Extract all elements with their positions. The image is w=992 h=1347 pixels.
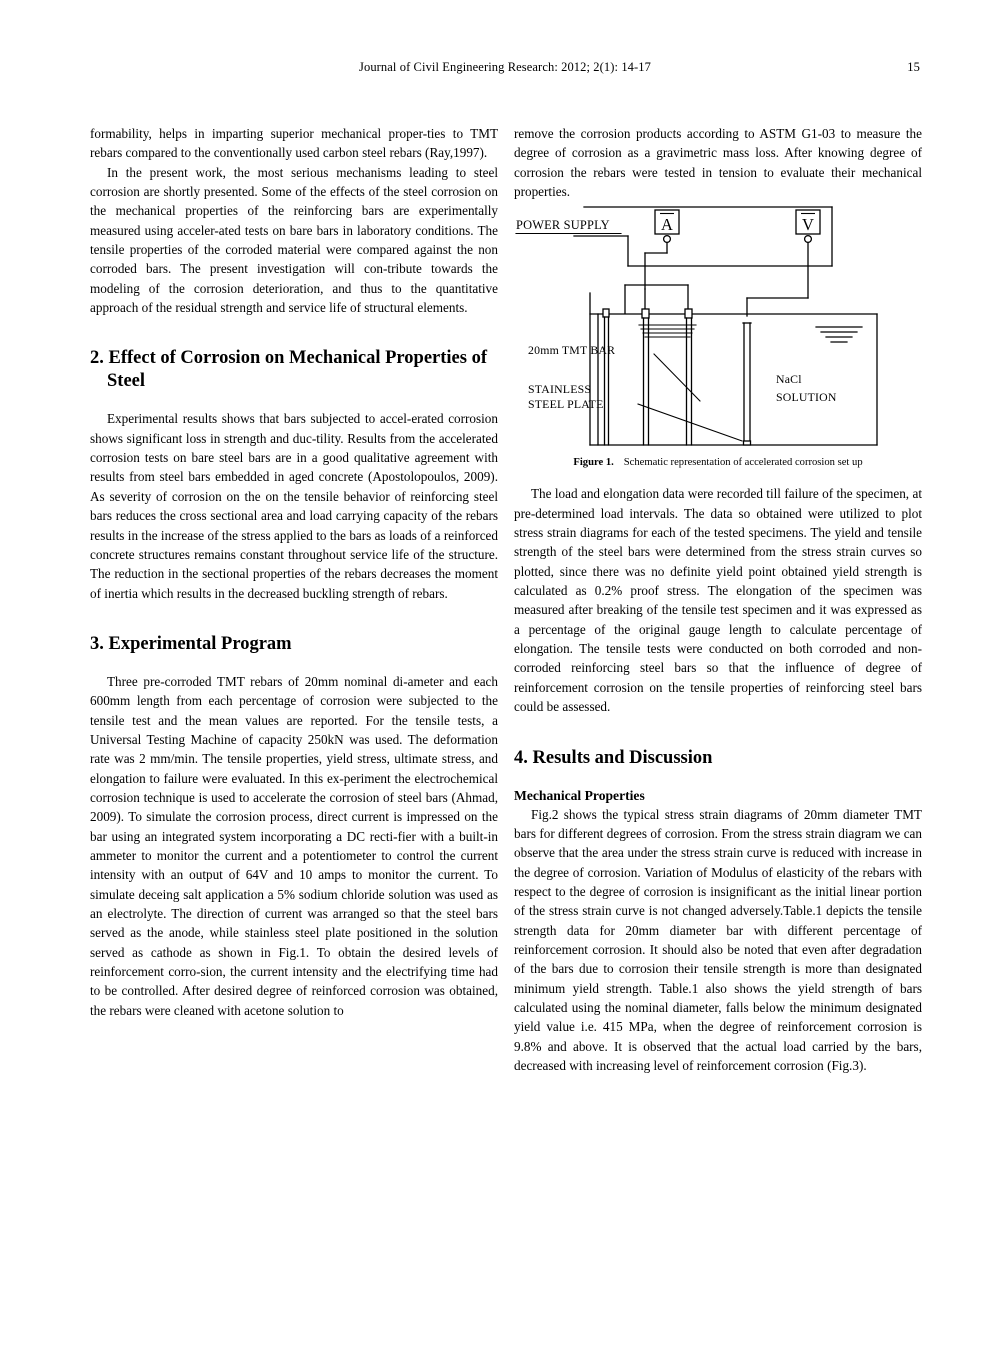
spacer [514, 717, 922, 747]
figure-1 [514, 201, 922, 470]
figure-label-tmt-bar: 20mm TMT BAR [528, 343, 616, 358]
figure-label-voltmeter: V [802, 215, 814, 235]
left-paragraph-3: Experimental results shows that bars subjected to accel-erated corrosion shows significant loss in strength and duc-tility. Results from the accelerated corrosion tests on bare steel bars are in a good qualitative agreement with results from steel bars embedded in aged concrete (Apostolopoulos, 2009). As severity of corrosion on the on the tensile behavior of reinforcing steel bars reduces the cross sectional area and load carrying capacity of the rebars results in the increase of the stress applied to the bars as loads of a reinforced concrete structures remains constant throughout service life of the structure. The reduction in the sectional properties of the rebars decreases the moment of inertia which results in the decreased buckling strength of rebars. [90, 411, 498, 601]
heading-section-3: 3. Experimental Program [90, 633, 292, 654]
figure-label-stainless-line2: STEEL PLATE [528, 397, 604, 412]
spacer [90, 393, 498, 409]
spacer [90, 603, 498, 633]
journal-citation: Journal of Civil Engineering Research: 2012; 2(1): 14-17 [359, 60, 651, 74]
figure-1-caption-text: Schematic representation of accelerated corrosion set up [623, 457, 863, 469]
article-columns [90, 124, 922, 1304]
figure-1-canvas [514, 201, 922, 453]
spacer [514, 470, 922, 484]
right-paragraph-3: Fig.2 shows the typical stress strain diagrams of 20mm diameter TMT bars for different degrees of corrosion. From the stress strain diagram we can observe that the area under the stress strain curve is reduced with increase in the degree of corrosion. Variation of Modulus of elasticity of the rebars with respect to the degree of corrosion is insignificant as the initial linear portion of the stress strain curve is not changed adversely.Table.1 depicts the tensile strength data for 20mm diameter bar with different percentage of reinforcement corrosion. It should also be noted that even after degradation of the bars due to corrosion their tensile strength is more than designated minimum yield strength. Table.1 also shows the yield strength of bars calculated using the nominal diameter, falls below the minimum designated yield value i.e. 415 MPa, when the degree of reinforcement corrosion is 9.8% and above. It is observed that the actual load carried by the bars, decreased with increasing level of reinforcement corrosion (Fig.3). [514, 806, 922, 1073]
page-number: 15 [907, 60, 920, 74]
left-column [90, 124, 498, 1020]
heading-section-4: 4. Results and Discussion [514, 747, 713, 768]
subheading-mechanical-properties: Mechanical Properties [514, 787, 645, 803]
right-column [514, 124, 922, 1075]
figure-1-caption [514, 453, 922, 470]
left-paragraph-4: Three pre-corroded TMT rebars of 20mm nominal di-ameter and each 600mm length from each percentage of corrosion were subjected to the tensile test and the mean values are reported. For the tensile tests, a Universal Testing Machine of capacity 250kN was used. The deformation rate was 2 mm/min. The tensile properties, yield stress, ultimate stress, and elongation to failure were evaluated. In this ex-periment the electrochemical corrosion technique is used to accelerate the corrosion of steel bars (Ahmad, 2009). To simulate the corrosion process, direct current is impressed on the bar using an integrated system incorporating a DC recti-fier with a built-in ammeter to monitor the current and a potentiometer to control the current intensity with an output of 64V and 10 amps to monitor the current. To simulate deceing salt application a 5% sodium chloride solution was used as an electrolyte. The direction of current was arranged so that the steel bars served as the anode, while stainless steel plate positioned in the solution served as cathode as shown in Fig.1. To obtain the desired levels of reinforcement corro-sion, the current intensity and the electrifying time had to be controlled. After desired degree of reinforced corrosion was obtained, the rebars were cleaned with acetone solution to [90, 673, 498, 1018]
left-paragraph-1: formability, helps in imparting superior mechanical proper-ties to TMT rebars compared to the conventionally used carbon steel rebars (Ray,1997). [90, 126, 498, 161]
spacer [90, 317, 498, 347]
figure-label-nacl-line2: SOLUTION [776, 390, 837, 405]
spacer [514, 770, 922, 786]
right-paragraph-2: The load and elongation data were recorded till failure of the specimen, at pre-determined load intervals. The data so obtained were utilized to plot stress strain diagrams for each of the tested specimens. The yield and tensile strength of the steel bars were determined from the stress strain curves so plotted, since there was no definite yield point obtained yield strength is calculated as 0.2% proof stress. The elongation of the specimen was measured after breaking of the tensile test specimen and it was expressed as a percentage of the original gauge length to calculate percentage of elongation. The tensile tests were conducted on both corroded and non-corroded reinforcing steel bars so that the influence of degree of reinforcement corrosion on the tensile properties of reinforcing steel bars could be assessed. [514, 486, 922, 715]
figure-1-number: Figure 1. [573, 457, 614, 469]
running-head [90, 60, 920, 78]
right-paragraph-1: remove the corrosion products according to ASTM G1-03 to measure the degree of corrosion as a gravimetric mass loss. After knowing degree of corrosion the rebars were tested in tension to evaluate their mechanical properties. [514, 126, 922, 200]
left-paragraph-2: In the present work, the most serious mechanisms leading to steel corrosion are shortly presented. Some of the effects of the steel corrosion on the mechanical properties of the reinforcing bars are experimentally measured using acceler-ated tests on bare bars in laboratory conditions. The tensile properties of the corroded material were compared against the non corroded bars. The present investigation will con-tribute towards the modeling of the corrosion deterioration, and thus to the quantitative approach of the residual strength and service life of structural elements. [90, 164, 498, 316]
spacer [90, 656, 498, 672]
heading-section-2: 2. Effect of Corrosion on Mechanical Properties of Steel [90, 348, 487, 392]
figure-label-nacl-line1: NaCl [776, 372, 802, 387]
figure-label-power-supply: POWER SUPPLY [516, 218, 610, 233]
figure-label-ammeter: A [661, 215, 673, 235]
figure-label-stainless-line1: STAINLESS [528, 382, 592, 397]
